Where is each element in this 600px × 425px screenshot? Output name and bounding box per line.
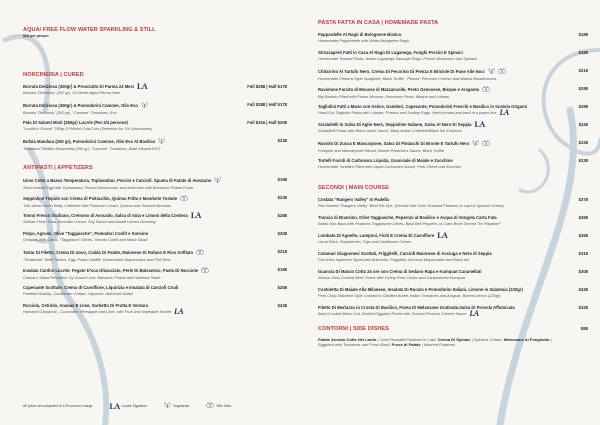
item-price: $188	[578, 50, 588, 55]
side-dish-description: | Mashed Potatoes	[420, 342, 455, 347]
item-description	[23, 90, 287, 95]
item-name-text: Bufala Mandara (250 gr), Pomodorini Camone, Olio Evo Al Basilico	[23, 138, 156, 144]
legend-label: With Nuts	[216, 403, 232, 408]
menu-item	[318, 197, 588, 215]
contorni-title: CONTORNI | SIDE DISHES	[318, 326, 389, 332]
vegetarian-leaf-icon	[164, 402, 171, 411]
item-description	[23, 219, 287, 224]
item-name-text: Burrata Deliziosa (300gr) & Prosciutto Di Parma 24 Mesi	[23, 84, 135, 89]
item-description-text: Thin sliced Warm Baby Cuttlefish with Pistachio Cream, Quinoa and Toasted Almonds	[23, 202, 171, 208]
item-description-text: Pork Chop Milanese Style Cooked in Clarified Butter, Italian Tomatoes and Arugula, Brined Lemon (220gr)	[318, 292, 501, 298]
item-price: $258	[277, 285, 287, 290]
menu-item	[23, 249, 287, 267]
item-description	[23, 126, 287, 131]
item-description	[318, 308, 588, 318]
item-description-text: Scialatielli Pasta with Black Garlic Sauce, Baby Italian Cuttlefish/Black Ink Emulsion	[318, 127, 463, 133]
menu-item	[318, 158, 588, 176]
item-description	[318, 38, 588, 43]
menu-item	[318, 251, 588, 269]
item-description-text: Homemade Tortellini Filled with Liquid Carbonara Sauce, Pork Cheek and Zucchini	[318, 163, 461, 169]
item-price: $208	[277, 231, 287, 236]
item-header-row	[23, 249, 287, 257]
item-price: $368	[578, 233, 588, 238]
item-description	[318, 239, 588, 244]
item-price: $238	[277, 195, 287, 200]
side-dish-name: Patate Arrosto Cotte Nel Lardo	[318, 337, 377, 342]
item-header-row	[318, 68, 588, 76]
section-heading-contorni	[318, 325, 588, 333]
item-description-text: Lamb Rack, Raspberries, Figs and Cauliflower Cream	[318, 238, 411, 244]
menu-item	[318, 287, 588, 305]
section-heading: SECONDI | MAIN COURSE	[318, 185, 389, 191]
menu-item	[23, 231, 287, 249]
item-description-text: Pumpkin and Mascarpone Ravioli, Bronte Pistachios Sauce, Black Truffle	[318, 147, 445, 153]
item-header-row	[318, 86, 588, 94]
item-description-text: Burrata "Deliziosa" (300 gr), "Camone" Tomatoes, Evo	[23, 109, 117, 115]
item-price: $368	[578, 215, 588, 220]
item-price: $198	[277, 177, 287, 182]
item-description	[318, 221, 588, 226]
item-price: $218	[277, 249, 287, 254]
item-name-text: Polpo, Agrumi, Olive "Taggiasche", Pomodori Confit e Soncino	[23, 231, 149, 236]
item-description-text: Caesar's Salad Revisited: Icy Goose Liver, Balsamic Pearls and Hazelnut Paste	[23, 274, 161, 280]
item-price: $288	[277, 213, 287, 218]
side-dish-description: | Eggplant with Tomatoes and Fresh Basil,	[318, 337, 552, 347]
item-name-text: Insalata Cardini LucAle: Fegato D'oca Ghiacciato, Perle Di Balsamico, Pasta Di Nocciole	[23, 267, 199, 273]
menu-item	[23, 213, 287, 231]
menu-item	[23, 195, 287, 213]
lucale-signature-icon: LA	[190, 211, 201, 221]
item-header-row	[23, 267, 287, 275]
section-heading: NORCINERIA | CURED	[23, 72, 84, 78]
side-dish-description: | Spinach Cream,	[470, 337, 504, 342]
lucale-signature-icon: LA	[109, 401, 120, 411]
menu-item	[318, 140, 588, 158]
side-dish-name: Melanzane Al Funghetto	[503, 337, 550, 342]
item-description-text: Basil Crusted Black Cod, Broiled Eggplant Puree with Smoked Provola Cheese Sauce	[318, 310, 467, 316]
section-heading: PASTA FATTA IN CASA | HOMEMADE PASTA	[318, 20, 439, 26]
item-price: Full $316 | Half $208	[247, 120, 287, 125]
item-description	[318, 94, 588, 99]
item-header-row	[23, 138, 287, 146]
item-price: $248	[277, 303, 287, 308]
legend-label: Lucale Signature	[121, 404, 148, 408]
item-description-text: Homemade Pappardelle with White Bolognese Ragù	[318, 37, 409, 43]
item-description-text: "LucAle's Shovel" 350gr Of Mixed Cold Cuts (Selection for 3/4 Gourmands)	[23, 125, 153, 131]
water-heading: AQUA/ FREE FLOW WATER SPARKLING & STILL	[23, 27, 156, 33]
item-name-text: Tortelli Farciti di Carbonara Liquida, Guanciale di Maiale e Zucchine	[318, 158, 453, 163]
item-description-text: Slow-cooked Egg with Topinambur, Porcini Mushrooms, and Artichoke with Avezzano Potato Foam	[23, 184, 194, 190]
item-price: $298	[578, 104, 588, 109]
item-description-text: Octopus With Citrus, "Taggiasca" Olives, Tomato Confit and Mash Salad	[23, 236, 148, 242]
item-name	[318, 68, 573, 76]
water-price: $28 per person	[23, 34, 49, 38]
item-description	[318, 148, 588, 153]
menu-item	[318, 233, 588, 251]
item-price: Full $288 | Half $178	[247, 84, 287, 89]
item-description	[318, 275, 588, 280]
item-description	[318, 293, 588, 298]
item-name-text: Seppioline Tiepide con Crema di Pistacchio, Quinoa Fritta e Mandorle Tostate	[23, 195, 178, 201]
item-header-row	[318, 140, 588, 148]
vegetarian-leaf-icon	[214, 177, 221, 185]
item-name-text: Raviolone Farcito di Mousse di Mazzancolle, Pesto Genovese, Bisque e Aragosta	[318, 86, 480, 92]
item-name-text: Costoletta Di Maiale Alla Milanese, Insalata Di Rucola e Pomodorini Italiani, Limone in Salamoia (220gr)	[318, 287, 523, 292]
item-price: $238	[578, 158, 588, 163]
item-name-text: Burrata Deliziosa (300gr) & Pomodorini Camone, Olio Evo	[23, 102, 138, 108]
item-description-text: Big Raviolo Filled with Prawn Mousse, Genovese Pesto, Bisque and Lobster	[318, 93, 450, 99]
item-price: $328	[578, 305, 588, 310]
vegetarian-leaf-icon	[141, 102, 148, 110]
item-header-row	[23, 102, 287, 110]
item-name	[23, 138, 272, 146]
item-name-text: Filetto Di Merluzzo in Crosta Di Basilico, Purea Di Melanzane Gratinate,Salsa Di Provola Affumicata	[318, 305, 515, 310]
menu-item	[23, 84, 287, 102]
left-column	[23, 26, 287, 321]
right-column	[318, 19, 588, 355]
item-name-text: Chitarrino Al Tartufo Nero, Crema Di Pecorino Di Pienza E Briciole Di Pane Alle Noci	[318, 68, 485, 74]
nuts-icon	[180, 195, 188, 203]
item-price: $188	[578, 32, 588, 37]
menu-item	[318, 104, 588, 122]
item-description-text: "Tenderloin" Beef Tartare, Egg, Potato Waffle, Horseradish Mayonnaise and Puff Rice	[23, 256, 171, 262]
menu-item	[23, 267, 287, 285]
lucale-signature-icon: LA	[474, 120, 485, 130]
legend-vegetarian	[161, 402, 189, 411]
item-description	[318, 107, 588, 117]
lucale-signature-icon: LA	[174, 306, 184, 316]
nuts-icon	[196, 249, 204, 257]
item-description	[23, 291, 287, 296]
item-description	[23, 146, 287, 151]
nuts-icon	[482, 86, 490, 94]
menu-item	[23, 303, 287, 321]
item-name-text: Capesante Scottate, Crema di Cavolfiore, Liquirizia e Insalata di Carciofi Crudi	[23, 285, 179, 290]
item-description	[23, 306, 287, 316]
item-price: $218	[578, 68, 588, 73]
menu-item	[23, 177, 287, 195]
menu-item	[23, 285, 287, 303]
item-description	[318, 76, 588, 81]
item-description	[23, 185, 287, 190]
item-description-text: Panfried Scallop, Cauliflower Cream, Liquorice, Artichoke Salad	[23, 290, 133, 296]
menu-item	[318, 122, 588, 140]
side-dish-name: Crema Di Spinaci	[437, 337, 471, 342]
item-description-text: Italian Sea Bass with Potatoes Taggiasche Olives, Basil Bell Peppers, in Clam Broth Served "En Papillote"	[318, 220, 501, 226]
item-name-text: Raviolo Di Zucca E Mascarpone, Salsa Di Pistacchi Di Bronte E Tartufo Nero	[318, 140, 470, 146]
item-description	[23, 110, 287, 115]
nuts-icon	[201, 267, 209, 275]
lucale-signature-icon: LA	[437, 231, 448, 241]
menu-item	[318, 305, 588, 323]
menu-item	[318, 32, 588, 50]
menu-item	[318, 269, 588, 287]
item-name	[318, 86, 573, 94]
item-description-text: "Mandara" Buffalo Mozzarella (250 gr), "Camone" Tomatoes, Basil Infused EVO	[23, 145, 161, 151]
item-name-text: Tartar Di Filetto, Crema Di Uovo, Cialda Di Patate, Maionese Di Rafano E Riso Soffiato	[23, 249, 194, 255]
item-description	[23, 275, 287, 280]
item-price: $198	[277, 267, 287, 272]
item-description-text: Homemade Twisted Pasta, Italian Luganega Sausage Ragù, Porcini Mushroom and Spinach	[318, 55, 478, 61]
item-name-text: Pappardelle Al Ragù di Bolognese Bianca	[318, 32, 401, 37]
menu-item	[318, 68, 588, 86]
item-description-text: Pan Seared "Rangers Valley" Beef Rib Eye, (Served with Oven Roasted Potatoes in Lard & Spinach Cream)	[318, 202, 505, 208]
vegetarian-leaf-icon	[488, 68, 495, 76]
item-header-row	[23, 177, 287, 185]
menu-item	[23, 102, 287, 120]
vegetarian-leaf-icon	[472, 140, 479, 148]
side-dish-description: | Oven Roasted Potatoes in Lard,	[376, 337, 438, 342]
item-description	[318, 128, 588, 133]
lucale-signature-icon: LA	[469, 308, 479, 318]
item-description	[318, 203, 588, 208]
item-name	[23, 102, 241, 110]
item-name	[23, 195, 272, 203]
lucale-signature-icon: LA	[499, 107, 509, 117]
side-dish-name: Puree di Patate	[391, 342, 421, 347]
item-header-row	[23, 195, 287, 203]
item-name-text: Tagliolini Fatti a Mano con Astice, Gamberi, Capesante, Pomodorini Freschi e Basilico in Scatola Origami	[318, 104, 527, 109]
item-description-text: Hand Cut Tagliolini Pasta with Lobster, Prawns and Scallop Ragù, fresh tomato and basil in a paper box	[318, 109, 497, 115]
item-name-text: Uovo Cotto a Bassa Temperatura, Topinambur, Porcini e Carciofi. Spuma di Patate di Avezzano	[23, 177, 212, 183]
item-price: $318	[578, 251, 588, 256]
item-name	[318, 140, 573, 148]
item-description	[23, 237, 287, 242]
item-description-text: Hamachi Carpaccio , Cucumber, Pineapple and Lime, with Fruit and Vegetable Sorbet	[23, 308, 171, 314]
lucale-signature-icon: LA	[137, 82, 148, 92]
legend-label: Vegetarian	[173, 403, 190, 408]
item-price: Full $288 | Half $178	[247, 102, 287, 107]
contorni-price: $88	[580, 326, 588, 331]
nuts-icon	[498, 68, 506, 76]
item-description	[23, 203, 287, 208]
item-price: $378	[578, 197, 588, 202]
item-name	[23, 249, 272, 257]
item-name-text: Trancio di Branzino, Olive Taggiasche, Peperoni al Basilico e Acqua di Vongola Carta Fata	[318, 215, 497, 220]
nuts-icon	[206, 402, 214, 411]
item-description	[23, 257, 287, 262]
item-price: $308	[578, 269, 588, 274]
legend-signature	[107, 402, 148, 410]
menu-item	[318, 215, 588, 233]
item-price: $248	[578, 122, 588, 127]
legend-nuts	[203, 402, 231, 411]
item-price: $348	[578, 287, 588, 292]
item-description-text: Burrata "Deliziosa" (300 gr), 24 Month Aged Parma Ham	[23, 89, 121, 95]
vegetarian-leaf-icon	[158, 138, 165, 146]
item-description-text: Homemade Chitarra Style Spaghetti, Black Truffle, "Pienza" Pecorino Cheese and Walnut Breadcrumbs	[318, 75, 497, 81]
item-description-text: Pan-fried Japanese Squid with Artichoke, Friggitelli, Anchovy Mayonnaise and Black Ink	[318, 256, 470, 262]
menu-item	[23, 120, 287, 138]
item-description	[318, 164, 588, 169]
menu-item	[318, 86, 588, 104]
item-price: $228	[578, 140, 588, 145]
item-name	[23, 177, 272, 185]
footer-legend	[23, 402, 293, 410]
menu-item	[23, 138, 287, 156]
menu-item	[318, 50, 588, 68]
item-name-text: Ricciola, Cetriolo, Ananas E Lime, Sorbetto Di Frutta E Verdura	[23, 303, 149, 308]
contorni-item	[318, 337, 588, 355]
item-name-text: Scialatielli In Salsa Di Aglio Nero, Seppioline Italiane, Salsa Al Nero Di Seppia	[318, 122, 472, 127]
service-charge-note: All prices are subjected to 10% service charge	[23, 404, 93, 408]
item-name-text: Lombata Di Agnello, Lamponi, Fichi E Crema Di Cavolfiore	[318, 233, 435, 238]
item-name-text: Costata "Rangers Valley" In Padella	[318, 197, 389, 202]
item-name-text: Calamari Giapponesi Scottati, Friggitelli, Carciofi Maionese di Acciuga e Nero di Seppia	[318, 251, 492, 256]
item-name	[23, 267, 272, 275]
item-description-text: 24hour Slow Cooked Beef Cheek with Celery Root Cream and Caramelized Kumquat	[318, 274, 466, 280]
item-description	[318, 257, 588, 262]
item-name-text: Pala Di Salumi Misti (350gr) LucAle (Per 3/4 persone)	[23, 120, 128, 125]
item-name-text: Strozzapreti Fatti in Casa Al Ragù Di Luganega, Funghi Porcini E Spinaci	[318, 50, 463, 55]
item-price: $298	[578, 86, 588, 91]
section-heading: ANTIPASTI | APPETIZERS	[23, 165, 93, 171]
item-description	[318, 56, 588, 61]
contorni-description	[318, 337, 558, 347]
nuts-icon	[482, 140, 490, 148]
item-name-text: Guancia Di Manzo Cotta 24 ore con Crema di Sedano Rapa e Kumquat Caramellati	[318, 269, 482, 274]
item-name-text: Tonno Fresco Siciliano, Cremoso di Avocado, Salsa di Soia e Limoni della Costiera	[23, 213, 188, 218]
item-price: $238	[277, 138, 287, 143]
item-description-text: Sicilian Fresh Tuna, Avocado Cream, Soy Sauce and Amalfi Lemon Dressing	[23, 218, 156, 224]
